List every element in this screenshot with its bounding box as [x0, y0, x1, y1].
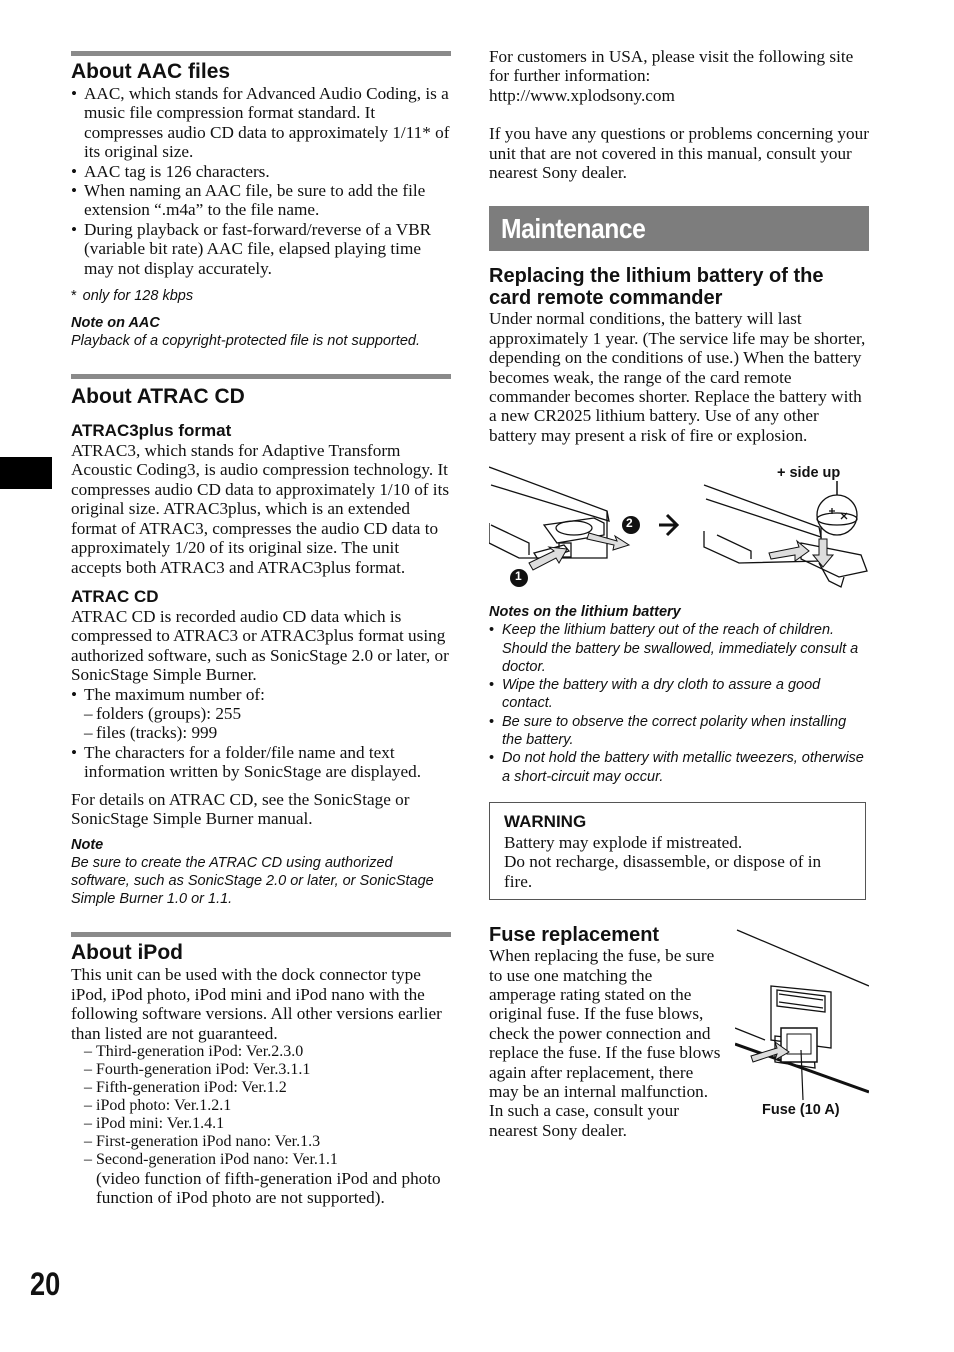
left-column [71, 0, 451, 1208]
step-1-number: 1 [515, 569, 522, 584]
list-item: • AAC, which stands for Advanced Audio Coding, is a music file compression format standard. It compresses audio CD data to approximately 1/11* of its original size. [71, 84, 451, 162]
fuse-label: Fuse (10 A) [762, 1102, 840, 1119]
list-item: • Keep the lithium battery out of the reach of children. Should the battery be swallowed, immediately consult a doctor. [489, 621, 869, 676]
battery-notes [489, 621, 869, 786]
battery-replacement-figure [489, 463, 869, 597]
fuse-section [489, 924, 869, 1140]
list-item: • The characters for a folder/file name and text information written by SonicStage are displayed. [71, 743, 451, 782]
fuse-text: When replacing the fuse, be sure to use one matching the amperage rating stated on the original fuse. If the fuse blows, check the power connection and replace the fuse. If the fuse blows again after replacement, there may be an internal malfunction. In such a case, consult your nearest Sony dealer. [489, 946, 721, 1140]
list-item: • Wipe the battery with a dry cloth to assure a good contact. [489, 676, 869, 713]
footnote-mark: * [71, 288, 77, 305]
list-item: – First-generation iPod nano: Ver.1.3 [84, 1133, 451, 1151]
atrac-note-text: Be sure to create the ATRAC CD using authorized software, such as SonicStage 2.0 or later, or SonicStage Simple Burner 1.0 or 1.1. [71, 855, 434, 908]
warning-box [489, 802, 866, 900]
list-item: • AAC tag is 126 characters. [71, 162, 451, 181]
list-item: – Third-generation iPod: Ver.2.3.0 [84, 1043, 451, 1061]
section-rule [71, 932, 451, 937]
atrac-title: About ATRAC CD [71, 385, 245, 409]
dealer-text: If you have any questions or problems concerning your unit that are not covered in this manual, consult your nearest Sony dealer. [489, 124, 869, 183]
side-up-label: + side up [777, 465, 841, 482]
ipod-versions [71, 1043, 451, 1169]
footnote-text: only for 128 kbps [82, 288, 194, 305]
aac-note-text: Playback of a copyright-protected file is not supported. [71, 333, 420, 350]
chapter-tab-marker [0, 457, 52, 489]
list-item: – folders (groups): 255 [84, 704, 451, 723]
section-rule [71, 51, 451, 56]
atrac3plus-heading: ATRAC3plus format [71, 421, 232, 441]
battery-notes-heading: Notes on the lithium battery [489, 604, 681, 621]
battery-text: Under normal conditions, the battery will last approximately 1 year. (The service life may be shorter, depending on the conditions of use.) When the battery becomes weak, the range of the card remote commander becomes shorter. Replace the battery with a new CR2025 lithium battery. Use of any other battery may present a risk of fire or explosion. [489, 309, 866, 445]
maintenance-title: Maintenance [501, 213, 646, 245]
atrac-cd-heading: ATRAC CD [71, 586, 159, 606]
list-item: • When naming an AAC file, be sure to add the file extension “.m4a” to the file name. [71, 181, 451, 220]
warning-line: Do not recharge, disassemble, or dispose of in fire. [504, 852, 822, 891]
max-number-label: The maximum number of: [84, 684, 265, 704]
aac-note-heading: Note on AAC [71, 315, 160, 332]
battery-heading: Replacing the lithium battery of the card remote commander [489, 265, 824, 310]
list-item: – iPod mini: Ver.1.4.1 [84, 1115, 451, 1133]
list-item: – Fifth-generation iPod: Ver.1.2 [84, 1079, 451, 1097]
section-rule [71, 374, 451, 379]
atrac3plus-text: ATRAC3, which stands for Adaptive Transform Acoustic Coding3, is audio compression technology. It compresses audio CD data to approximately 1/10 of its original size. ATRAC3plus, which is an extended format of ATRAC3, compresses the audio CD data to approximately 1/20 of its original size. The unit accepts both ATRAC3 and ATRAC3plus format. [71, 441, 450, 577]
right-column [489, 0, 869, 1140]
list-item [71, 685, 451, 743]
aac-bullets [71, 84, 451, 278]
aac-title: About AAC files [71, 60, 231, 83]
ipod-title: About iPod [71, 941, 183, 965]
usa-info-text: For customers in USA, please visit the following site for further information: [489, 47, 854, 86]
aac-footnote [71, 287, 451, 305]
warning-line: Battery may explode if mistreated. [504, 832, 743, 852]
warning-heading: WARNING [504, 811, 587, 831]
atrac-note-heading: Note [71, 837, 104, 854]
support-url: http://www.xplodsony.com [489, 85, 675, 105]
remote-battery-illustration [489, 463, 869, 597]
list-item: • During playback or fast-forward/reverse of a VBR (variable bit rate) AAC file, elapsed playing time may not display accurately. [71, 220, 451, 278]
step-2-number: 2 [626, 516, 633, 531]
maintenance-banner [489, 206, 869, 251]
list-item: – files (tracks): 999 [84, 723, 451, 742]
list-item: – iPod photo: Ver.1.2.1 [84, 1097, 451, 1115]
list-item: • Be sure to observe the correct polarity when installing the battery. [489, 713, 869, 750]
ipod-intro: This unit can be used with the dock connector type iPod, iPod photo, iPod mini and iPod nano with the following software versions. All other versions earlier than listed are not guaranteed. [71, 965, 442, 1043]
list-item: – Second-generation iPod nano: Ver.1.1 [84, 1151, 451, 1169]
list-item: – Fourth-generation iPod: Ver.3.1.1 [84, 1061, 451, 1079]
fuse-heading: Fuse replacement [489, 924, 660, 947]
atrac-cd-text: ATRAC CD is recorded audio CD data which is compressed to ATRAC3 or ATRAC3plus format using authorized software, such as SonicStage 2.0 or later, or SonicStage Simple Burner. [71, 606, 449, 685]
list-item: • Do not hold the battery with metallic tweezers, otherwise a short-circuit may occur. [489, 749, 869, 786]
atrac-bullets [71, 685, 451, 782]
atrac-details: For details on ATRAC CD, see the SonicStage or SonicStage Simple Burner manual. [71, 789, 410, 828]
ipod-versions-note: (video function of fifth-generation iPod and photo function of iPod photo are not supported). [96, 1169, 441, 1208]
fuse-figure [735, 928, 869, 1124]
fuse-illustration [735, 928, 869, 1124]
page-number: 20 [30, 1266, 61, 1302]
